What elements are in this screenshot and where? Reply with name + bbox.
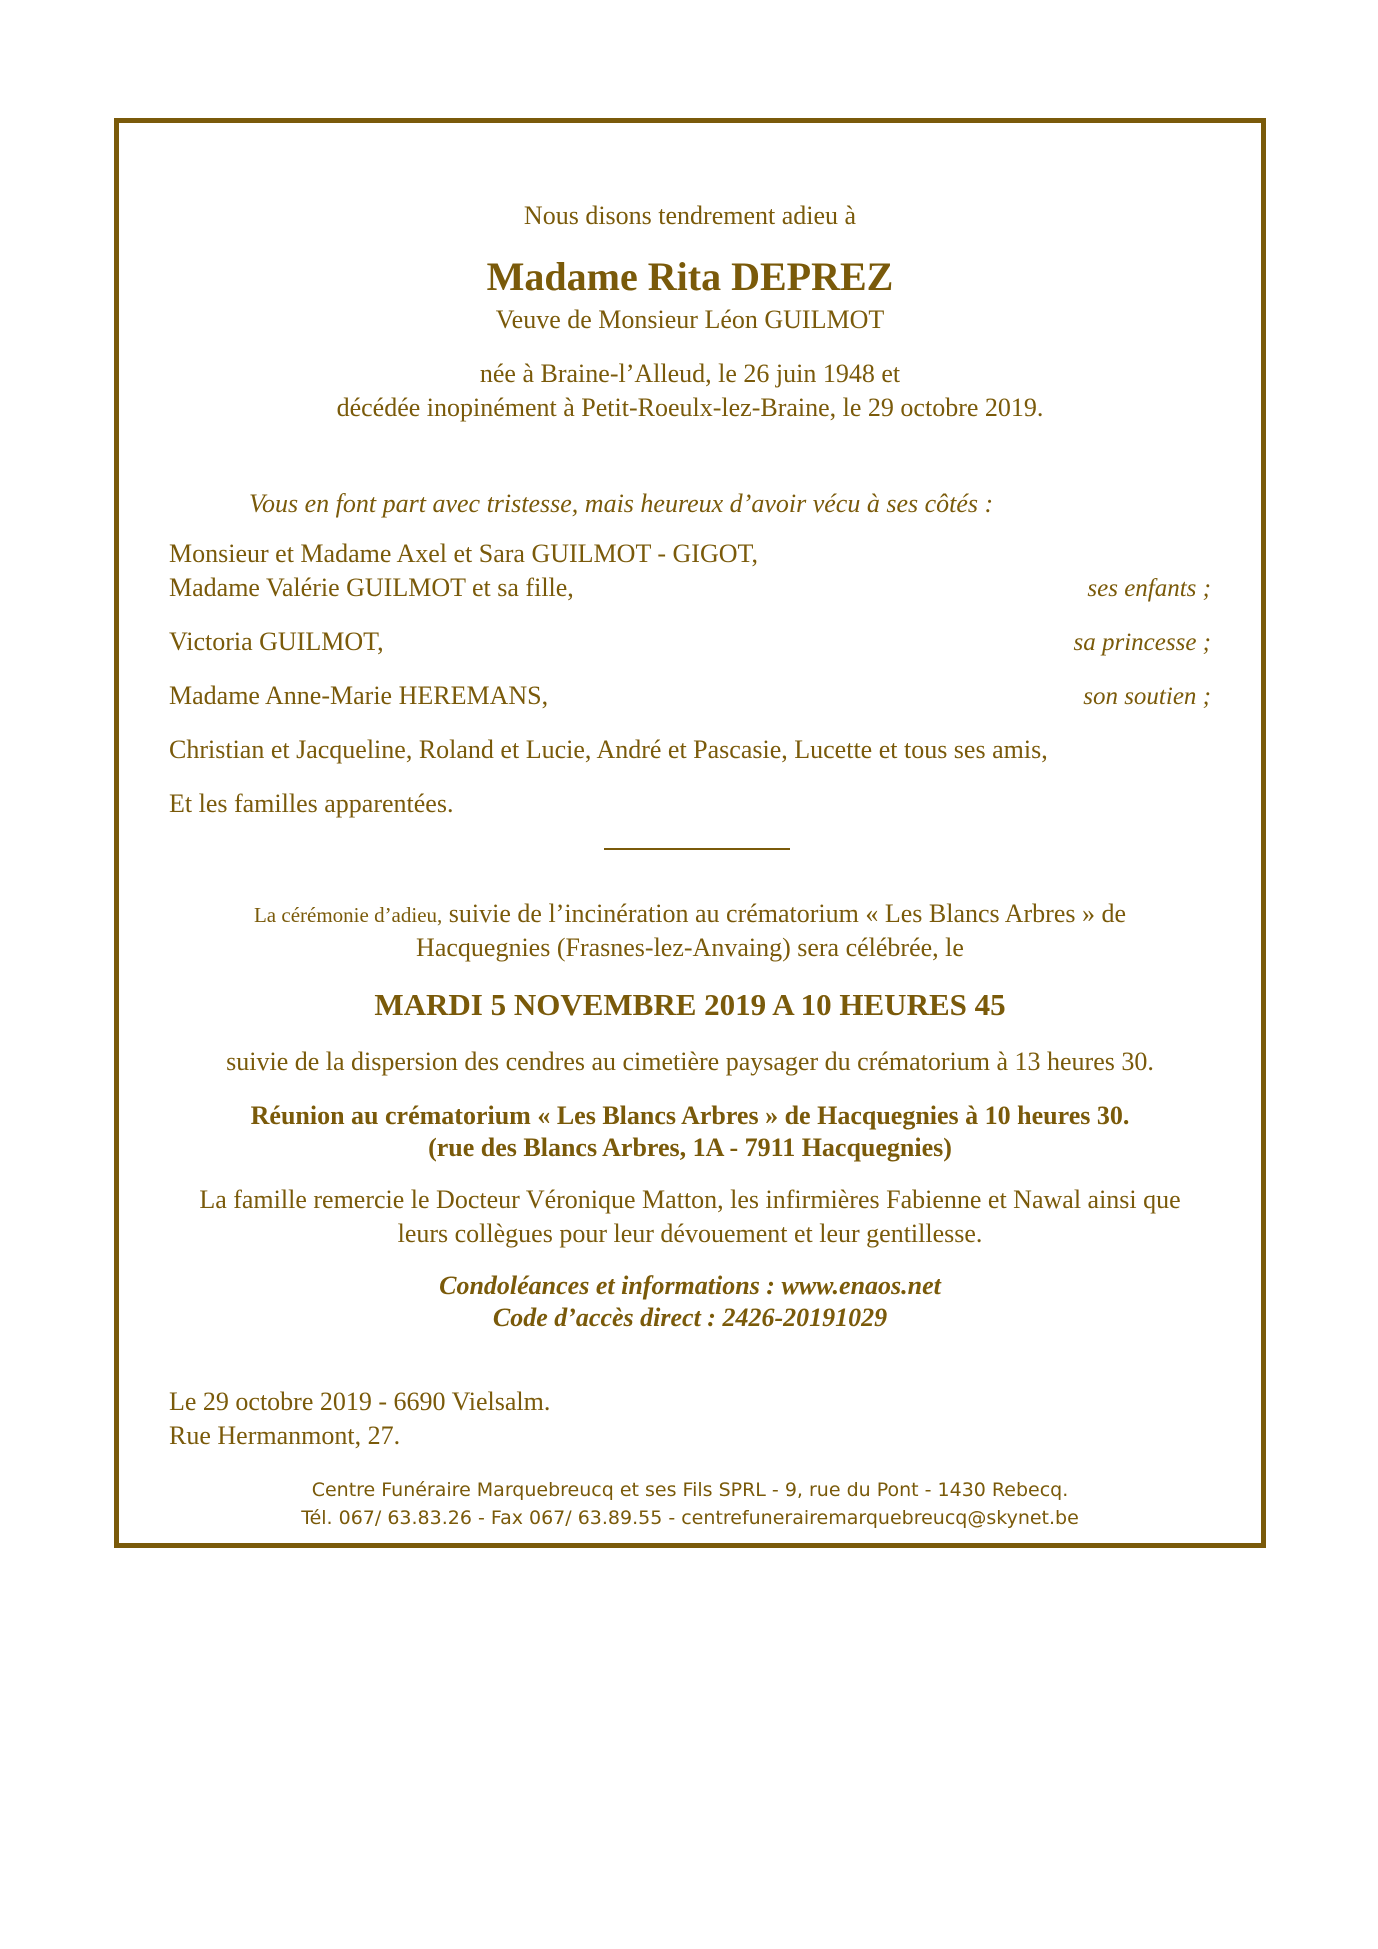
family-member-3: Victoria GUILMOT, <box>169 627 384 656</box>
ceremony-intro <box>119 901 1261 927</box>
ceremony-intro-lead: La cérémonie d’adieu, <box>253 903 443 927</box>
thanks-line-1: La famille remercie le Docteur Véronique Matton, les infirmières Fabienne et Nawal ainsi que <box>199 1185 1181 1214</box>
intro-text: Nous disons tendrement adieu à <box>523 201 857 230</box>
signoff-date-place: Le 29 octobre 2019 - 6690 Vielsalm. <box>169 1387 551 1416</box>
family-role-support: son soutien ; <box>1083 683 1211 710</box>
funeral-home-line-1: Centre Funéraire Marquebreucq et ses Fils SPRL - 9, rue du Pont - 1430 Rebecq. <box>311 1479 1069 1501</box>
ceremony-intro-rest: suivie de l’incinération au crématorium « Les Blancs Arbres » de <box>442 899 1127 928</box>
thanks-line-2: leurs collègues pour leur dévouement et leur gentillesse. <box>397 1219 983 1248</box>
condolences-link[interactable]: Condoléances et informations : www.enaos.net <box>439 1271 941 1300</box>
family-member-4: Madame Anne-Marie HEREMANS, <box>169 681 549 710</box>
family-relatives: Et les familles apparentées. <box>169 789 454 818</box>
birth-text: née à Braine-l’Alleud, le 26 juin 1948 et <box>479 359 901 388</box>
access-code: Code d’accès direct : 2426-20191029 <box>492 1303 888 1332</box>
dispersion-text: suivie de la dispersion des cendres au cimetière paysager du crématorium à 13 heures 30. <box>226 1047 1154 1076</box>
family-member-1: Monsieur et Madame Axel et Sara GUILMOT - GIGOT, <box>169 539 758 568</box>
notice-frame <box>114 118 1266 1548</box>
announcement-text: Vous en font part avec tristesse, mais heureux d’avoir vécu à ses côtés : <box>249 489 994 518</box>
funeral-home-line-2: Tél. 067/ 63.83.26 - Fax 067/ 63.89.55 - centrefunerairemarquebreucq@skynet.be <box>301 1507 1079 1529</box>
separator-line <box>604 848 790 850</box>
family-member-2: Madame Valérie GUILMOT et sa fille, <box>169 573 574 602</box>
ceremony-datetime: MARDI 5 NOVEMBRE 2019 A 10 HEURES 45 <box>374 987 1006 1022</box>
family-role-princess: sa princesse ; <box>1073 629 1211 656</box>
family-friends: Christian et Jacqueline, Roland et Lucie, André et Pascasie, Lucette et tous ses amis, <box>169 735 1048 764</box>
signoff-street: Rue Hermanmont, 27. <box>169 1421 401 1450</box>
deceased-name: Madame Rita DEPREZ <box>486 254 894 299</box>
death-text: décédée inopinément à Petit-Roeulx-lez-Braine, le 29 octobre 2019. <box>336 393 1044 422</box>
meeting-address: (rue des Blancs Arbres, 1A - 7911 Hacquegnies) <box>428 1133 952 1162</box>
ceremony-location: Hacquegnies (Frasnes-lez-Anvaing) sera célébrée, le <box>416 933 964 962</box>
family-role-children: ses enfants ; <box>1087 575 1211 602</box>
widow-of-text: Veuve de Monsieur Léon GUILMOT <box>495 305 885 334</box>
meeting-text: Réunion au crématorium « Les Blancs Arbres » de Hacquegnies à 10 heures 30. <box>250 1101 1130 1130</box>
